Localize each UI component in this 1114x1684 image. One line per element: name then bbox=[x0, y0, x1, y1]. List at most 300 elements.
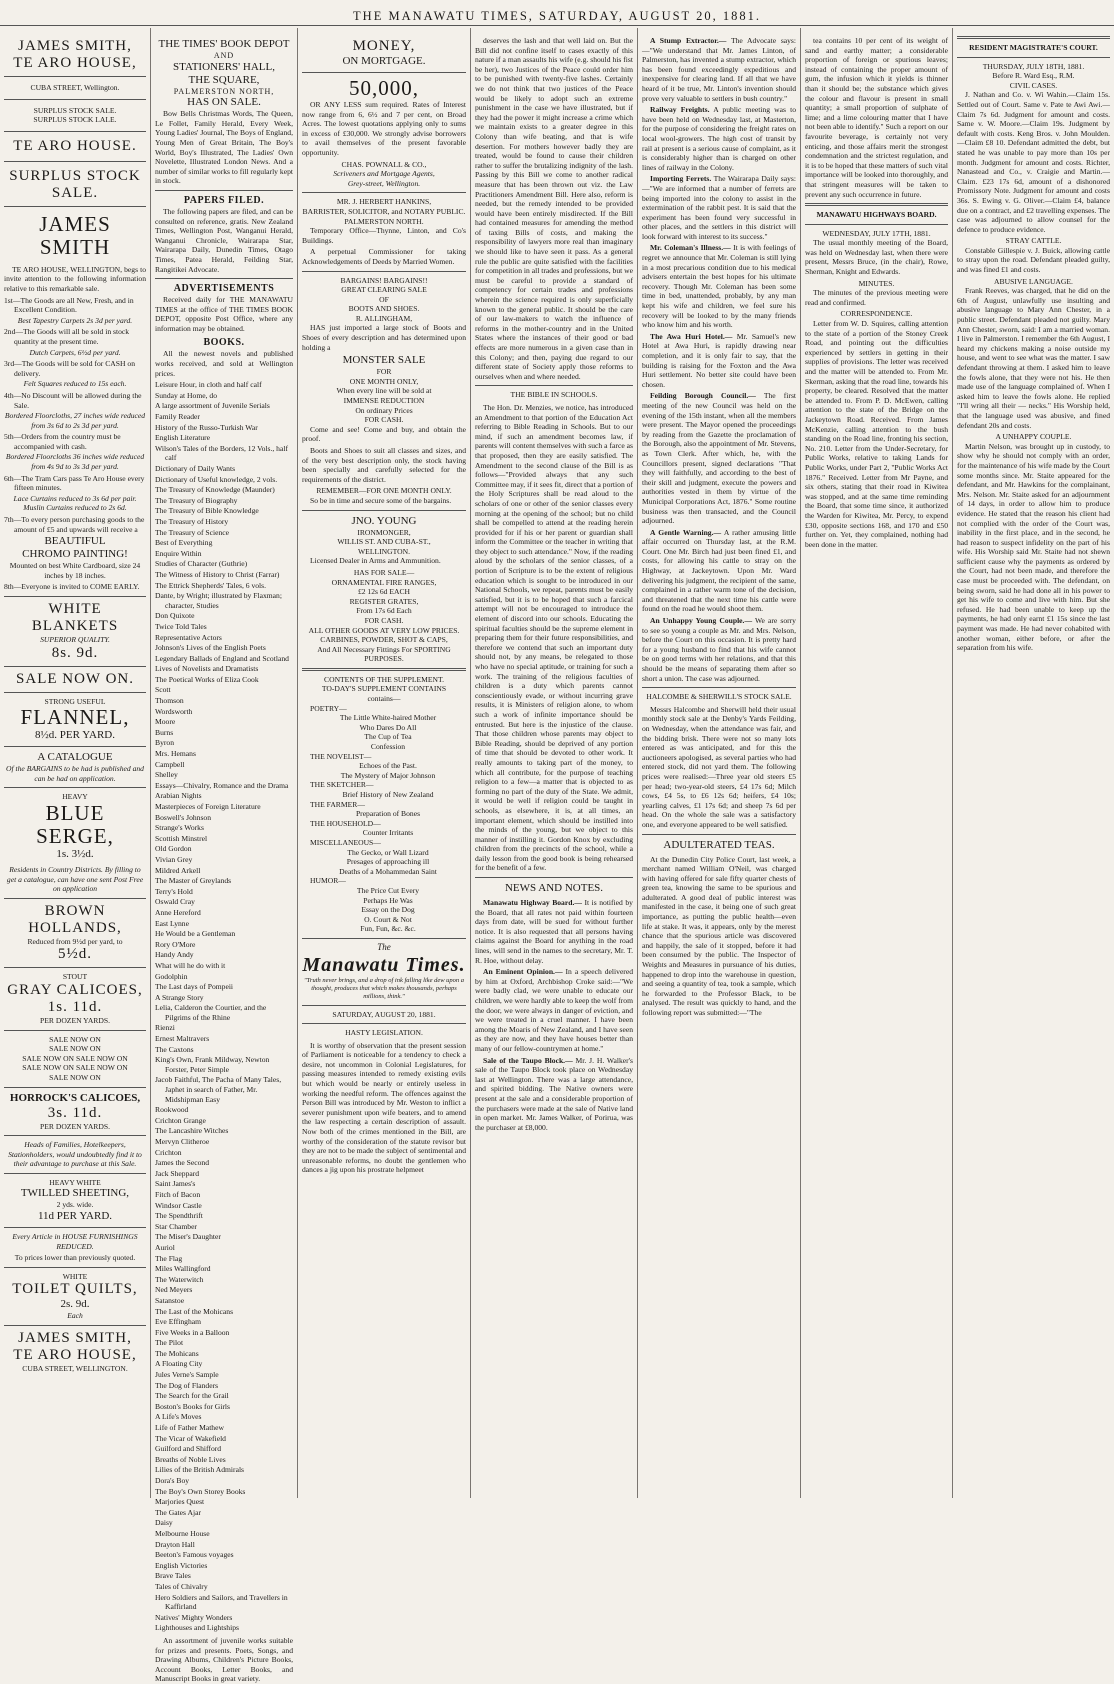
depot-title: THE TIMES' BOOK DEPOT bbox=[158, 38, 290, 50]
book-item: Wilson's Tales of the Borders, 12 Vols., half calf bbox=[155, 443, 288, 463]
news-item bbox=[475, 898, 633, 965]
board-minutes-heading: MINUTES. bbox=[858, 278, 895, 288]
ad-item-note: Felt Squares reduced to 15s each. bbox=[23, 379, 127, 389]
ad-every2: To prices lower than previously quoted. bbox=[14, 1253, 136, 1263]
ad-flannel: FLANNEL, bbox=[20, 705, 130, 730]
bargains-boots: BOOTS AND SHOES. bbox=[348, 304, 420, 314]
ad-holland: BROWN HOLLANDS, bbox=[28, 902, 122, 936]
book-item: A Strange Story bbox=[155, 992, 204, 1002]
ad-serge-price: 1s. 3½d. bbox=[56, 847, 94, 860]
book-item: Leisure Hour, in cloth and half calf bbox=[155, 380, 262, 390]
masthead bbox=[0, 0, 1114, 26]
book-item: Legendary Ballads of England and Scotland bbox=[155, 653, 289, 663]
contents-item: Essay on the Dog bbox=[361, 905, 415, 915]
book-item: Crichton bbox=[155, 1147, 182, 1157]
papers-text: The following papers are filed, and can be consulted on reference, gratis. New Zealand Times, Wellington Post, Wanganui Herald, Wanganui Chronicle, Wairarapa Star, Wairarapa Daily, Dunedin Times, Otago Times, Patea Herald, Feilding Star, Rangitikei Advocate. bbox=[155, 206, 293, 274]
book-item: Life of Father Mathew bbox=[155, 1423, 224, 1433]
ad-heavy: HEAVY bbox=[62, 792, 88, 802]
ad-residents: Residents in Country Districts. By filling to get a catalogue, can have one sent Post Free on application bbox=[6, 864, 144, 894]
ad-beautiful: BEAUTIFUL bbox=[44, 535, 106, 548]
bargains-title: BARGAINS! BARGAINS!! bbox=[340, 275, 428, 285]
ad-footer-name: JAMES SMITH, bbox=[18, 1330, 132, 1347]
book-item: Fitch of Bacon bbox=[155, 1189, 201, 1199]
book-item: He Would be a Gentleman bbox=[155, 929, 236, 939]
book-item: Lighthouses and Lightships bbox=[155, 1623, 239, 1633]
ad-footer-street: CUBA STREET, WELLINGTON. bbox=[22, 1364, 128, 1374]
book-item: The Last days of Pompeii bbox=[155, 982, 234, 992]
book-item: Saint James's bbox=[155, 1179, 196, 1189]
column-7-court bbox=[953, 28, 1114, 1500]
news-item-text: The Advocate says:—"We understand that Mr. James Linton, of Palmerston, has invented a stump extractor, which has been found exceedingly expeditious and inexpensive for clearing land. If all that we have heard of it be true, Mr. Linton's invention should prove very valuable to settlers in bush country." bbox=[642, 36, 797, 103]
board-text: The usual monthly meeting of the Board, was held on Wednesday last, when there were present, Messrs Bruce, (in the chair), Rowe, Sherman, Knight and Edwards. bbox=[805, 238, 948, 277]
ad-item-note: Bordered Floorcloths, 27 inches wide reduced from 3s 6d to 2s 3d per yard. bbox=[4, 411, 146, 430]
news-item bbox=[642, 243, 796, 329]
contents-item: Counter Irritants bbox=[362, 828, 414, 838]
firm-line: Scriveners and Mortgage Agents, bbox=[333, 169, 435, 179]
book-item: The Poetical Works of Eliza Cook bbox=[155, 674, 259, 684]
news-item-text: Mr. Samuel's new Hotel at Awa Huri, is rapidly drawing near completion, and it is only fair to say, that the building is raising for the Foxton and the Awa Huri settlement. No better site could have been chosen. bbox=[642, 331, 797, 389]
news-heading: NEWS AND NOTES. bbox=[504, 882, 604, 895]
bargains-sale: GREAT CLEARING SALE bbox=[341, 285, 427, 295]
contents-section: THE FARMER— bbox=[310, 799, 365, 809]
book-item: Sunday at Home, do bbox=[155, 390, 218, 400]
column-6-reports bbox=[801, 28, 952, 1500]
books-heading: BOOKS. bbox=[203, 337, 245, 349]
hankins-office: Temporary Office—Thynne, Linton, and Co's Buildings. bbox=[302, 226, 466, 245]
news-item bbox=[642, 616, 796, 683]
board-minutes-text: The minutes of the previous meeting were read and confirmed. bbox=[805, 288, 948, 307]
book-item: English Literature bbox=[155, 433, 211, 443]
ad-intro: TE ARO HOUSE, WELLINGTON, begs to invite attention to the following information relative to this remarkable sale. bbox=[4, 264, 146, 293]
contents-section: THE SKETCHER— bbox=[310, 780, 374, 790]
adverts-heading: ADVERTISEMENTS bbox=[173, 283, 275, 295]
ad-sale-now-line: SALE NOW ON SALE NOW ON bbox=[22, 1053, 128, 1063]
monster-boots-text: Boots and Shoes to suit all classes and sizes, and of the very best description only, the stock having been specially and carefully selected for the requirements of the district. bbox=[302, 446, 466, 484]
book-item: Campbell bbox=[155, 759, 185, 769]
book-item: Jacob Faithful, The Pacha of Many Tales, Japhet in search of Father, Mr. Midshipman Easy bbox=[155, 1075, 282, 1104]
column-1-james-smith-ad bbox=[0, 28, 150, 1500]
court-before: Before R. Ward Esq., R.M. bbox=[992, 71, 1075, 81]
books-text: All the newest novels and published works received, and sold at Wellington prices. bbox=[155, 349, 293, 378]
book-item: Best of Everything bbox=[155, 538, 213, 548]
news-item-text: We are sorry to see so young a couple as Mr. and Mrs. Nelson, before the Court on this occasion. It is pretty hard for a young husband to find that his wife cannot be on good terms with her relations, and that this should be the means of separating them after so short a union. The case was adjourned. bbox=[642, 616, 796, 683]
adverts-text: Received daily for THE MANAWATU TIMES at the office of THE TIMES BOOK DEPOT, opposite Post Office, where any information may be obtained. bbox=[155, 295, 293, 333]
column-4-editorial bbox=[471, 28, 637, 1500]
papers-heading: PAPERS FILED. bbox=[183, 194, 265, 206]
contents-section: POETRY— bbox=[310, 703, 347, 713]
contents-item: Brief History of New Zealand bbox=[342, 790, 434, 799]
book-item: Daisy bbox=[155, 1518, 173, 1528]
contents-item: The Mystery of Major Johnson bbox=[340, 770, 436, 780]
book-item: Boston's Books for Girls bbox=[155, 1401, 230, 1411]
ad-horrock: HORROCK'S CALICOES, bbox=[9, 1091, 141, 1104]
monster-remember: REMEMBER—FOR ONE MONTH ONLY. bbox=[316, 486, 452, 496]
news-item-title: An Unhappy Young Couple.— bbox=[650, 616, 753, 626]
ad-item: 5th—Orders from the country must be accompanied with cash. bbox=[4, 432, 121, 451]
book-item: Windsor Castle bbox=[155, 1200, 202, 1210]
news-item-text: Mr. J. H. Walker's sale of the Taupo Block took place on Wednesday last at Wellington. There was a large attendance, and spirited bidding. The Native owners were present at the sale and a considerable proportion of the purchasers were made at the sale of Native land in open market. Mr. James Walker, of Porirua, was the purchaser at £8,000. bbox=[475, 1055, 633, 1132]
ad-item-note: Lace Curtains reduced to 3s 6d per pair. Muslin Curtains reduced to 2s 6d. bbox=[13, 493, 137, 513]
ad-holland-price: Reduced from 9½d per yard, to bbox=[27, 936, 123, 946]
article-text: deserves the lash and that well laid on. But the Bill did not confine itself to cases exactly of this nature if a man assaults his wife (e.g. should his fist be her), two Justices of the Peace could order him to be punished with twenty-five lashes. Certainly we do not think that two justices of the Peace would be likely to adopt such an extreme punishment in the case we have illustrated, but if they had the power it might increase a crime which we maintain exists to a greater degree in this Colony than wife beating, and that is wife desertion. For mothers however badly they are treated, would be found to cause their children rather to suffer the brutalizing indignity of the lash. Passing by this Bill we come to another radical measure that has been thrown out viz. the Law Practitioners Amendment Bill. Here also, reform is needed, but the remedy intended to be provided would have been entirely misdirected. If the Bill had contained measures for amending the method of taxing Bills of costs, and making the responsibility of lawyers more real than imaginary we should like to have seen it pass. As a general rule the public are quite satisfied with the facilities for competition in all trades and professions, but we must be careful to provide a standard of competency for certain trades and professions wherein the science required is only superficially known to the general public. It should be the care of our law-makers to watch the influence of reforms in the mother-country and in the United States where the instances of their good or bad effects are more numerous in a given case than in this Colony; and then, paying due regard to our different state of Society apply those reforms to ourselves when and where needed. bbox=[475, 36, 633, 381]
contents-list bbox=[302, 704, 466, 934]
ad-quilts-price: 2s. 9d. bbox=[60, 1298, 90, 1311]
book-item: Enquire Within bbox=[155, 548, 202, 558]
ad-footer-house: TE ARO HOUSE, bbox=[13, 1347, 137, 1364]
ad-item: 8th—Everyone is invited to COME EARLY. bbox=[4, 582, 140, 592]
book-item: Dictionary of Useful knowledge, 2 vols. bbox=[155, 474, 278, 484]
court-civil: CIVIL CASES. bbox=[1009, 80, 1058, 90]
book-item: The Search for the Grail bbox=[155, 1391, 229, 1401]
young-street: WILLIS ST. AND CUBA-ST., bbox=[337, 537, 431, 547]
book-item: The Mohicans bbox=[155, 1348, 199, 1358]
monster-sale: MONSTER SALE bbox=[342, 354, 426, 367]
allingham-name: R. ALLINGHAM, bbox=[355, 313, 413, 323]
book-item: Vivian Grey bbox=[155, 854, 193, 864]
paper-masthead-name: Manawatu Times. bbox=[302, 953, 466, 976]
book-item: Five Weeks in a Balloon bbox=[155, 1327, 230, 1337]
book-item: East Lynne bbox=[155, 918, 189, 928]
news-item bbox=[642, 332, 796, 390]
contents-section: THE HOUSEHOLD— bbox=[310, 818, 381, 828]
article-heading: ADULTERATED TEAS. bbox=[663, 838, 775, 851]
book-item: The Treasury of History bbox=[155, 516, 229, 526]
news-item-title: A Gentle Warning.— bbox=[650, 527, 722, 537]
depot-town: PALMERSTON NORTH, bbox=[173, 86, 275, 96]
book-item: Mervyn Clitheroe bbox=[155, 1137, 210, 1146]
contents-item: The Price Cut Every bbox=[356, 885, 420, 895]
court-heading: RESIDENT MAGISTRATE'S COURT. bbox=[969, 43, 1098, 52]
book-item: Arabian Nights bbox=[155, 791, 202, 801]
book-item: The Boy's Own Storey Books bbox=[155, 1486, 246, 1496]
news-item-title: Mr. Coleman's Illness.— bbox=[650, 243, 731, 253]
hankins-commissioner: A perpetual Commissioner for taking Acknowledgements of Deeds by Married Women. bbox=[302, 247, 466, 266]
book-item: Ned Meyers bbox=[155, 1285, 193, 1295]
ad-sale-now-line: SALE NOW ON bbox=[49, 1044, 101, 1054]
book-item: Studies of Character (Guthrie) bbox=[155, 559, 248, 569]
ad-item-note: Best Tapestry Carpets 2s 3d per yard. bbox=[17, 315, 133, 325]
article-text: At the Dunedin City Police Court, last week, a merchant named William O'Neil, was charged with having offered for sale fifty quarter chests of green tea, knowing the same to be spurious and adulterated. A good deal of public interest was manifested in the case, it being one of such great importance, as putting the public health—even life at stake. It was, it appears, only by the merest chance that the spurious article was discovered and happily, the sale of it stopped, before it had been consumed by the public. The Inspector of Weights and Measures in pursuance of his duties, happened to drop into the warehouse in question, and seeing a quantity of tea, took a sample, which he forwarded to the Professor Black, to be analysed. The result was quickly to hand, and the following report was submitted:—"The bbox=[642, 854, 796, 1017]
ad-item: 1st—The Goods are all New, Fresh, and in Excellent Condition. bbox=[4, 295, 134, 315]
masthead-title: THE MANAWATU TIMES, SATURDAY, AUGUST 20, 1881. bbox=[353, 9, 761, 23]
book-item: Anne Hereford bbox=[155, 907, 201, 917]
news-item-text: A rather amusing little affair occurred on Thursday last, at the R.M. Court. One Mr. Birch had just been fined £1, and costs, for allowing his cattle to stray on the Highway, at Jackeytown. Upon Mr. Ward delivering his judgment, the recipient of the same, complained in a rather warm tone of the decision, and threatened that the next time his cattle were found on the road he would shoot them. bbox=[642, 527, 796, 614]
article-heading: THE BIBLE IN SCHOOLS. bbox=[510, 390, 598, 400]
book-item: Natives' Mighty Wonders bbox=[155, 1612, 233, 1622]
book-item: The Treasury of Bible Knowledge bbox=[155, 506, 259, 516]
article-text: tea contains 10 per cent of its weight of sand and earthy matter; a considerable proportion of foreign or spurious leaves; instead of containing the proper amount of gum, the infusion which it yields is thinner than it should be; the substance which gives the colour and flavour is present in small quantity; a small proportion of sulphate of lime; and a lime colouring matter that I have not been able to identify." Such a report on our favourite beverage, is certainly not very enticing, and those affairs merit the strongest condemnation and the strictest regulation, and it is to be hoped that these matters of such vital importance will be looked into thoroughly, and that stringent measures will be taken to prevent any such occurrence in future. bbox=[805, 36, 948, 199]
ad-item: 6th—The Tram Cars pass Te Aro House every fifteen minutes. bbox=[4, 473, 145, 493]
ad-sheeting: TWILLED SHEETING, bbox=[20, 1187, 130, 1200]
book-item: Godolphin bbox=[155, 971, 188, 981]
book-item: Tales of Chivalry bbox=[155, 1581, 208, 1591]
board-date: WEDNESDAY, JULY 17TH, 1881. bbox=[822, 228, 931, 238]
ad-item-note: Dutch Carpets, 6½d per yard. bbox=[29, 347, 121, 357]
news-item-title: An Eminent Opinion.— bbox=[483, 967, 563, 977]
book-item: The Waterwitch bbox=[155, 1274, 204, 1284]
contents-item: Echoes of the Past. bbox=[359, 761, 417, 771]
ad-title: JAMES SMITH, bbox=[18, 38, 132, 54]
news-item-title: Sale of the Taupo Block.— bbox=[483, 1055, 573, 1065]
news-item-text: It is with feelings of regret we announce that Mr. Coleman is still lying in a most precarious condition due to his medical advisers entertain the best hopes for his ultimate recovery. Though Mr. Coleman has been some time in bed, unattended, probably, by any man kept his wife and children, we feel sure his recovery will be looked to by the many friends who know him and his worth. bbox=[642, 243, 796, 330]
book-item: Brave Tales bbox=[155, 1571, 191, 1581]
book-item: Auriol bbox=[155, 1242, 175, 1252]
book-item: A Floating City bbox=[155, 1359, 203, 1369]
depot-list: Bow Bells Christmas Words, The Queen, Le Follet, Family Herald, Every Week, Young Ladies' Journal, The Boys of England, Young Men of Great Britain, The Boy's World, Boy's Illustrated, The Ladies' Own Novelette, Illustrated London News. And a number of similar works to fill regularly kept in stock. bbox=[155, 109, 293, 186]
ad-holland-value: 5½d. bbox=[58, 946, 92, 963]
book-item: Strange's Works bbox=[155, 823, 204, 833]
book-item: Scottish Minstrel bbox=[155, 833, 208, 843]
books-footer: An assortment of juvenile works suitable for prizes and presents. Poets, Songs, and Drawing Albums, Children's Picture Books, Account Books, Letter Books, and Manuscript Books in great variety. bbox=[155, 1635, 293, 1684]
ad-surplus: SURPLUS STOCK bbox=[9, 167, 141, 184]
ad-stout: STOUT bbox=[62, 972, 88, 982]
article-text: The Hon. Dr. Menzies, we notice, has introduced an Amendment to that portion of the Education Act referring to Bible Reading in Schools. But to our mind, if such an amendment becomes law, if parents will content themselves with such a farce as that proposed, then they are easily satisfied. The Amendment to the second clause of the Bill is as follows—"Provided always that any such Committee may, if it sees fit, direct that a portion of the Holy Scriptures shall be read aloud to the scholars of one or other of the senior classes every morning at the opening of the school; but no child shall be compelled to attend at the reading herein provided for if his or her parent or guardian shall inform the Committee or the teacher in writing that they object to such attendance." Now, if the reading aloud by the scholars of the senior classes, of a portion of Scripture is to be the extent of religious education which is sought to be introduced in our National Schools, we repeat, parents must be easily satisfied, but it is to be hoped that such a farcical attempt will not be encouraged to introduce the element of discord into our schools. Educating the spiritual faculties should be the supreme element in preparing them for their future responsibilities, and therefore we contend that such an important duty should not, by any means, be relegated to those who have no special aptitude, or training for such a work. The training of the religious faculties of children is a duty which parents cannot conscientiously evade, or without incurring grave results, it is Ministers of religion alone, to whom such a work of infinite importance should be entrusted. But here is the injustice of the clause. That those children whose parents may object to Bible Reading, should be deprived of any portion of time that should be devoted to other work. It really amounts to taking part of the money, to which all contribute, for the purpose of teaching religion to a few—a matter that is objected to as forming no part of the duty of the State. We admit, it would be well if religion could be taught in schools, as elsewhere, it is, at all times, an important element, which should be instilled into the minds of the young, but we object to this manner of instilling it. Gordon Knox by excluding children from the precincts of the school, while a daily lesson from the good book is being rehearsed for the benefit of a few. bbox=[475, 402, 633, 873]
monster-immense: IMMENSE REDUCTION bbox=[343, 396, 425, 406]
ad-blankets-quality: SUPERIOR QUALITY. bbox=[40, 635, 110, 644]
column-5-news bbox=[638, 28, 800, 1500]
book-item: Family Reader bbox=[155, 412, 200, 422]
book-item: The Gates Ajar bbox=[155, 1507, 201, 1517]
contents-section: HUMOR— bbox=[310, 876, 346, 886]
news-item bbox=[642, 105, 796, 172]
ad-white: WHITE bbox=[62, 1271, 88, 1281]
firm-line: Grey-street, Wellington. bbox=[347, 178, 421, 188]
news-item bbox=[475, 967, 633, 1053]
book-item: The Treasury of Science bbox=[155, 527, 230, 537]
news-item-title: The Awa Huri Hotel.— bbox=[650, 331, 733, 341]
young-name: JNO. YOUNG bbox=[351, 514, 417, 527]
news-item-text: It is notified by the Board, that all rates not paid within fourteen days from date, will be sued for without further notice. It is also requested that all persons having claims against the Board for anything in the road lines, will send in the names to the secretary, Mr. T. R. Hoe, without delay. bbox=[475, 898, 633, 965]
monster-when: When every line will be sold at bbox=[336, 386, 432, 396]
book-item: Handy Andy bbox=[155, 950, 194, 960]
books-list bbox=[155, 380, 293, 1633]
ad-item-note: Bordered Floorcloths 36 inches wide reduced from 4s 9d to 3s 3d per yard. bbox=[5, 452, 145, 472]
book-item: Lives of Novelists and Dramatists bbox=[155, 664, 259, 674]
book-item: The Ettrick Shepherds' Tales, 6 vols. bbox=[155, 580, 266, 590]
book-item: Dictionary of Daily Wants bbox=[155, 464, 236, 473]
contents-item: Preparation of Bones bbox=[355, 809, 421, 819]
news-item-title: Feilding Borough Council.— bbox=[650, 391, 756, 401]
monster-cash: FOR CASH. bbox=[364, 415, 404, 425]
book-item: Wordsworth bbox=[155, 706, 193, 716]
contents-item: Confession bbox=[370, 742, 406, 752]
book-item: The Lancashire Witches bbox=[155, 1126, 229, 1136]
monster-come: Come and see! Come and buy, and obtain the proof. bbox=[302, 424, 466, 444]
ad-name: JAMES SMITH bbox=[39, 211, 111, 259]
book-item: Old Gordon bbox=[155, 844, 192, 854]
book-item: The Treasury of Knowledge (Maunder) bbox=[155, 485, 275, 495]
court-sub: ABUSIVE LANGUAGE. bbox=[994, 276, 1073, 286]
ad-horrock-unit: PER DOZEN YARDS. bbox=[40, 1121, 110, 1131]
column-2-book-depot bbox=[151, 28, 297, 1684]
book-item: Moore bbox=[155, 717, 176, 727]
book-item: Terry's Hold bbox=[155, 886, 193, 896]
book-item: Dora's Boy bbox=[155, 1476, 190, 1485]
depot-hall: STATIONERS' HALL, bbox=[173, 60, 275, 73]
contents-item: The Little White-haired Mother bbox=[339, 713, 437, 723]
book-item: Byron bbox=[155, 738, 174, 748]
news-item-title: Railway Freights. bbox=[650, 105, 710, 115]
contents-item: Fun, Fun, &c. &c. bbox=[360, 924, 416, 934]
money-text: OR ANY LESS sum required. Rates of Interest now range from 6, 6½ and 7 per cent, on Broad Acres. The lowest quotations applying only to sums in excess of £30,000. We strongly advise borrowers to avail themselves of the present favorable opportunity. bbox=[302, 100, 466, 157]
ad-quilts-unit: Each bbox=[67, 1311, 83, 1321]
ad-catalogue: A CATALOGUE bbox=[37, 751, 113, 764]
court-text: J. Nathan and Co. v. Wi Wahin.—Claim 15s. Settled out of Court. Same v. Pate te Awi Awi.—Claim 7s 6d. Judgment for amount and costs. Same v. W. Moore.—Claim 19s. Judgment by default with costs. Keng Bros. v. John Moulden.—Claim £8 10. Defendant admitted the debt, but stated he was unable to pay more than 10s per month. Judgment for amount and costs. Richter, Nanastead and Co., v. Craigie and Martin.—Claim. £23 17s 6d, amount of a dishonored Promissory Note. Judgment for amount and costs 36s. S. Ewing v. G. Oliver.—Claim £4, balance due on a contract, and £2 travelling expenses. The case was adjourned to allow counsel for the defence to produce evidence. bbox=[957, 90, 1110, 234]
ad-house: TE ARO HOUSE. bbox=[13, 137, 137, 154]
ad-calicoes: GRAY CALICOES, bbox=[7, 981, 143, 998]
ad-sale-now-line: SALE NOW ON SALE NOW ON bbox=[22, 1063, 128, 1073]
ad-flannel-price: 8½d. PER YARD. bbox=[35, 729, 115, 742]
contents-item: Who Dares Do All bbox=[359, 722, 417, 732]
depot-and: AND bbox=[213, 51, 235, 60]
monster-soon: So be in time and secure some of the bargains. bbox=[310, 495, 452, 505]
young-trade: IRONMONGER, bbox=[357, 527, 411, 537]
book-item: Crichton Grange bbox=[155, 1115, 206, 1125]
book-item: Ernest Maltravers bbox=[155, 1034, 210, 1044]
book-item: Melbourne House bbox=[155, 1528, 210, 1538]
depot-square: THE SQUARE, bbox=[188, 73, 260, 86]
book-item: The Pilot bbox=[155, 1338, 184, 1348]
court-text: Constable Gillespie v. J. Buick, allowing cattle to stray upon the road. Defendant pleaded guilty, and was fined £1 and costs. bbox=[957, 245, 1110, 275]
ad-sale-now: SALE NOW ON. bbox=[16, 670, 134, 687]
ad-every: Every Article in HOUSE FURNISHINGS REDUCED. bbox=[12, 1232, 138, 1251]
monster-month: ONE MONTH ONLY, bbox=[349, 376, 419, 386]
book-item: A Life's Moves bbox=[155, 1412, 202, 1422]
contents-item: Deaths of a Mohammedan Saint bbox=[339, 866, 437, 876]
book-item: A large assortment of Juvenile Serials bbox=[155, 401, 270, 411]
bargains-of: OF bbox=[379, 294, 389, 304]
news-item bbox=[642, 174, 796, 241]
book-item: Eve Effingham bbox=[155, 1317, 202, 1327]
book-item: Lilies of the British Admirals bbox=[155, 1465, 245, 1475]
book-item: James the Second bbox=[155, 1158, 209, 1168]
ad-sale-now-line: SALE NOW ON bbox=[49, 1034, 101, 1044]
young-fittings: And All Necessary Fittings For SPORTING PURPOSES. bbox=[317, 644, 451, 664]
young-from: From 17s 6d Each bbox=[356, 606, 412, 616]
book-item: Burns bbox=[155, 727, 174, 737]
hankins-town: PALMERSTON NORTH. bbox=[344, 216, 424, 226]
news-item-title: Importing Ferrets. bbox=[650, 174, 712, 184]
depot-has: HAS ON SALE. bbox=[187, 96, 261, 109]
book-item: Johnson's Lives of the English Poets bbox=[155, 643, 266, 653]
contents-item: Presages of approaching ill bbox=[346, 857, 430, 867]
ad-heads: Heads of Families, Hotelkeepers, Stationholders, would undoubtedly find it to their advantage to purchase at this Sale. bbox=[8, 1140, 142, 1169]
ad-sale-line: SURPLUS STOCK SALE. bbox=[33, 105, 117, 115]
book-item: The Dog of Flanders bbox=[155, 1380, 219, 1390]
book-item: Mrs. Hemans bbox=[155, 749, 196, 759]
article-text: Messrs Halcombe and Sherwill held their usual monthly stock sale at the Denby's Yards Feilding, on Wednesday, when the attendance was fair, and the bidding brisk. There were not so many lots entered as was anticipated, and for this the auctioneers apologised, as several parties who had entered stock, did not yard them. The following prices were realised:—Three year old steers £5 per head; two-year-old steers, £4 17s 6d; Milch cows, £4 5s, to £6 12s 6d; heifers, £4 10s; yearling calves, £1 17s 6d; and sheep 7s 6d per head. On the whole the sale was a satisfactory one, and everyone appeared to be well satisfied. bbox=[642, 704, 796, 829]
book-item: The Master of Greylands bbox=[155, 876, 232, 886]
book-item: History of the Russo-Turkish War bbox=[155, 422, 258, 432]
contents-section: MISCELLANEOUS— bbox=[310, 837, 381, 847]
ad-serge: BLUE SERGE, bbox=[36, 800, 114, 848]
book-item: English Victories bbox=[155, 1560, 208, 1570]
money-amount: 50,000, bbox=[349, 76, 419, 100]
monster-ordinary: On ordinary Prices bbox=[355, 405, 413, 415]
firm-name: CHAS. POWNALL & CO., bbox=[341, 159, 427, 169]
contents-item: Perhaps He Was bbox=[363, 895, 413, 905]
book-item: Scott bbox=[155, 685, 171, 695]
book-item: Dante, by Wright; illustrated by Flaxman; character, Studies bbox=[155, 591, 282, 610]
book-item: The Flag bbox=[155, 1253, 183, 1263]
book-item: The Miser's Daughter bbox=[155, 1232, 221, 1242]
ad-item: 3rd—The Goods will be sold for CASH on delivery. bbox=[4, 359, 135, 378]
ad-street: CUBA STREET, Wellington. bbox=[30, 83, 120, 92]
paper-date: SATURDAY, AUGUST 20, 1881. bbox=[332, 1009, 436, 1019]
book-item: Jack Sheppard bbox=[155, 1168, 200, 1178]
book-item: Drayton Hall bbox=[155, 1539, 195, 1549]
paper-masthead-the: The bbox=[377, 941, 391, 952]
hankins-title: BARRISTER, SOLICITOR, and NOTARY PUBLIC. bbox=[302, 206, 466, 216]
book-item: Twice Told Tales bbox=[155, 621, 207, 631]
ad-blankets-price: 8s. 9d. bbox=[51, 644, 99, 661]
court-sub: A UNHAPPY COUPLE. bbox=[995, 432, 1072, 442]
money-subtitle: ON MORTGAGE. bbox=[342, 55, 426, 67]
book-item: Rookwood bbox=[155, 1105, 189, 1115]
ad-sale: SALE. bbox=[51, 184, 99, 201]
book-item: The Last of the Mohicans bbox=[155, 1306, 234, 1316]
ad-calicoes-price: 1s. 11d. bbox=[47, 998, 103, 1015]
ad-calicoes-unit: PER DOZEN YARDS. bbox=[40, 1015, 110, 1025]
money-title: MONEY, bbox=[352, 38, 416, 54]
ad-subtitle: TE ARO HOUSE, bbox=[13, 55, 137, 71]
book-item: Rienzi bbox=[155, 1023, 175, 1033]
book-item: Marjories Quest bbox=[155, 1497, 205, 1507]
ad-strong: STRONG USEFUL bbox=[44, 696, 106, 706]
young-grates: REGISTER GRATES, bbox=[349, 596, 419, 606]
book-item: Breaths of Noble Lives bbox=[155, 1454, 226, 1464]
book-item: Mildred Arkell bbox=[155, 865, 201, 875]
young-has: HAS FOR SALE— bbox=[353, 567, 415, 577]
book-item: Essays—Chivalry, Romance and the Drama bbox=[155, 780, 289, 790]
article-heading: HASTY LEGISLATION. bbox=[345, 1028, 423, 1038]
news-item-text: In a speech delivered by him at Oxford, Archbishop Croke said:—"We were badly clad, we were unable to educate our children, we were hardly able to keep the wolf from the door, we were always in danger of eviction, and we were treated in a cruel manner. I have been among the Moaris of New Zealand, and I have seen as they are now, and they have houses better than many of our fellow-countrymen at home." bbox=[475, 967, 634, 1053]
young-all: ALL OTHER GOODS AT VERY LOW PRICES. bbox=[308, 625, 460, 635]
ad-sale-now-line: SALE NOW ON bbox=[49, 1072, 101, 1082]
contents-item: The Gecko, or Wall Lizard bbox=[347, 847, 429, 857]
court-date: THURSDAY, JULY 18TH, 1881. bbox=[982, 61, 1085, 71]
paper-motto: "Truth never brings, and a drop of ink falling like dew upon a thought, produces that which makes thousands, perhaps millions, think." bbox=[303, 976, 465, 1000]
contents-contains: contains— bbox=[367, 694, 401, 704]
book-item: Thomson bbox=[155, 696, 184, 706]
book-item: Miles Wallingford bbox=[155, 1264, 211, 1274]
book-item: Don Quixote bbox=[155, 611, 195, 621]
ad-sale-line: SURPLUS STOCK LALE. bbox=[33, 115, 117, 125]
contents-heading: CONTENTS OF THE SUPPLEMENT. bbox=[324, 674, 444, 684]
news-item-title: A Stump Extractor.— bbox=[650, 36, 727, 45]
ad-blankets: WHITE BLANKETS bbox=[31, 601, 119, 634]
ad-item: 4th—No Discount will be allowed during the Sale. bbox=[4, 390, 142, 410]
ad-item: 2nd—The Goods will all be sold in stock quantity at the present time. bbox=[4, 327, 130, 346]
board-corr-heading: CORRESPONDENCE. bbox=[840, 309, 913, 319]
board-heading: MANAWATU HIGHWAYS BOARD. bbox=[816, 210, 937, 220]
young-city: WELLINGTON. bbox=[358, 546, 410, 556]
news-item-text: The Wairarapa Daily says:—"We are informed that a number of ferrets are being imported into the colony to assist in the extermination of the rabbit pest. It is said that the experiment has been found very successful in other places, and the settlers in this district will look forward with interest to its success." bbox=[642, 174, 796, 241]
book-item: The Caxtons bbox=[155, 1044, 194, 1054]
news-item-text: A public meeting was to have been held on Wednesday last, at Masterton, for the purpose of considering the freight rates on local wool-growers. The high cost of transit by rail at present is a serious cause of complaint, as it is considerably higher than is charged on other lines of railway in the Colony. bbox=[642, 105, 797, 172]
ad-sheeting-price: 11d PER YARD. bbox=[37, 1210, 113, 1223]
contents-section: THE NOVELIST— bbox=[310, 751, 372, 761]
board-corr-text: Letter from W. D. Squires, calling attention to the state of a portion of the Stoney Creek Road, and pointing out the difficulties experienced by settlers in getting in their supplies of provisions. The letter was received and the matter will be attended to. From Mr. Skerman, asking that the road line, towards his property, be cleared. Resolved that the matter be attended to. From P. D. McEwen, calling attention to the state of the Bridge on the Jackeytown Road. Received. From James McKenzie, calling attention to the bush standing on the Road line, fronting his section, No. 210. Letter from the Under-Secretary, for Public Works, relative to taking Lands for Public Works, under Part 2, "Public Works Act 1876." Received. Letter from Mr Payne, and six others, stating that their road in Kiwitea was stopped, and at the same time reminding the Board, that some time since, it authorized the Warden for Kiwitea, Mr. Percy, to expend £30, opposite sections 168, and 170 and £50 further on. Yet, they complained, nothing had been done in the matter. bbox=[805, 319, 948, 549]
news-item bbox=[475, 1056, 633, 1133]
news-item-text: The first meeting of the new Council was held on the evening of the 15th instant, when all the members were present. The Mayor opened the proceedings by reading from the Gazette the proclamation of the Borough, also the appointment of Mr. Stevens, as Town Clerk. After which, he, with the Councillors present, signed declarations "That they will faithfully, and according to the best of their skill and judgment, execute the powers and authorities vested in them by virtue of the Municipal Corporations Act, 1876." Some routine business was then transacted, and the Council adjourned. bbox=[642, 391, 797, 526]
ad-sheeting-width: 2 yds. wide. bbox=[56, 1200, 94, 1210]
young-licensed: Licensed Dealer in Arms and Ammunition. bbox=[310, 556, 441, 566]
book-item: Masterpieces of Foreign Literature bbox=[155, 802, 261, 811]
book-item: Hero Soldiers and Sailors, and Travellers in Kaffirland bbox=[155, 1592, 288, 1612]
book-item: The Witness of History to Christ (Farrar) bbox=[155, 569, 280, 579]
book-item: Lelia, Calderon the Courtier, and the Pilgrims of the Rhine bbox=[155, 1003, 267, 1022]
